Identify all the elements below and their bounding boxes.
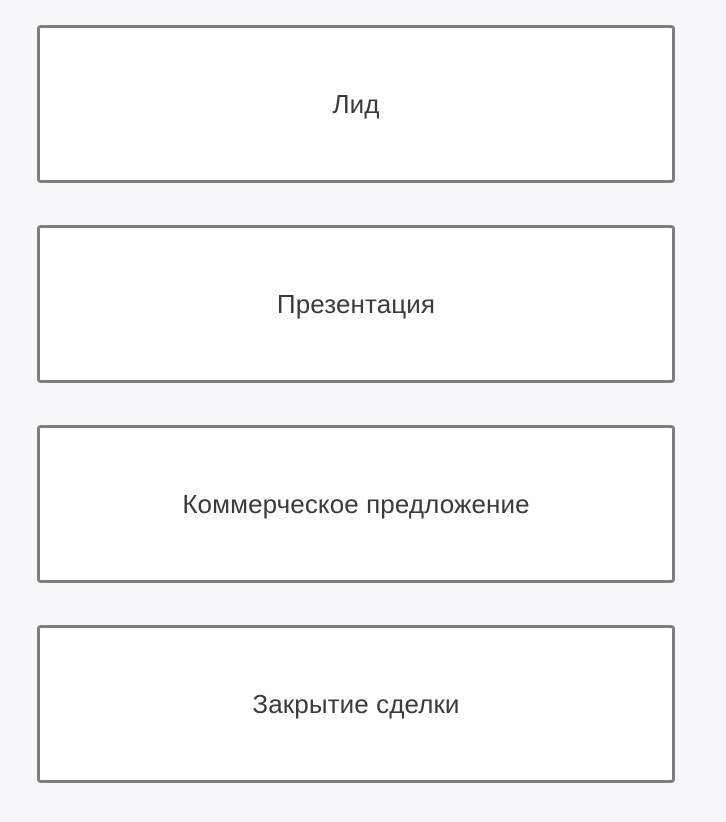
stage-label-presentation: Презентация xyxy=(276,289,436,319)
stage-label-lead: Лид xyxy=(332,89,380,119)
stage-box-deal-closing xyxy=(37,625,675,783)
stage-label-commercial-offer: Коммерческое предложение xyxy=(182,489,530,519)
stage-box-commercial-offer xyxy=(37,425,675,583)
stage-label-deal-closing: Закрытие сделки xyxy=(252,689,460,719)
stage-box-presentation xyxy=(37,225,675,383)
stage-box-lead xyxy=(37,25,675,183)
